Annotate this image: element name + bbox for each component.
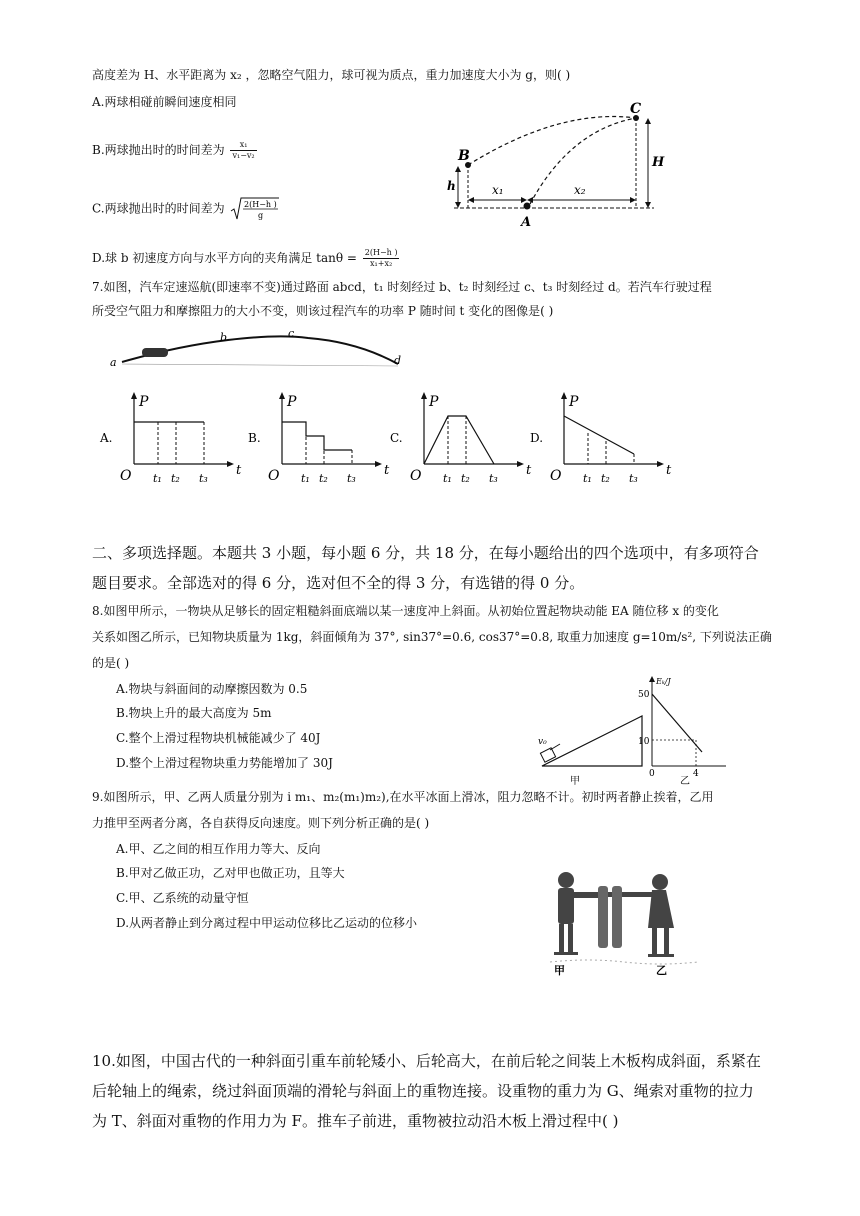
- sqrt-sign-icon: [230, 197, 280, 221]
- q6-option-a: A.两球相碰前瞬间速度相同: [92, 95, 237, 109]
- x-axis-arrow-icon: [227, 461, 234, 467]
- q6-label-b: B: [458, 148, 470, 164]
- q7-graph-a: [96, 386, 246, 490]
- q6-option-d-denominator: x₁+x₂: [370, 259, 393, 268]
- t-axis-label: t: [384, 463, 390, 478]
- q8-option-c: C.整个上滑过程物块机械能减少了 40J: [116, 731, 321, 745]
- t-axis-label: t: [526, 463, 532, 478]
- q8-option-d: D.整个上滑过程物块重力势能增加了 30J: [116, 756, 333, 770]
- q7-road-b: b: [220, 331, 228, 344]
- q6-option-b-numerator: x₁: [230, 140, 256, 151]
- q10-line-3: 为 T、斜面对重物的作用力为 F。推车子前进，重物被拉动沿木板上滑过程中( ): [92, 1112, 619, 1130]
- q7-road-c: c: [288, 327, 295, 340]
- q8-jia-label: 甲: [570, 776, 580, 787]
- origin-label: O: [550, 468, 562, 484]
- q6-option-c-numerator: 2(H−h ): [244, 200, 278, 209]
- q8-line-2: 关系如图乙所示，已知物块质量为 1kg，斜面倾角为 37°, sin37°=0.6, cos37°=0.8, 取重力加速度 g=10m/s², 下列说法正确: [92, 630, 772, 644]
- incline-diagram: [538, 716, 642, 787]
- p-axis-label: P: [569, 394, 579, 410]
- t3-label: t₃: [347, 472, 356, 485]
- q8-v0-label: v₀: [538, 737, 547, 747]
- t2-label: t₂: [601, 472, 610, 485]
- q8-ek-axis: Eₖ/J: [656, 677, 671, 686]
- q6-option-d-text: D.球 b 初速度方向与水平方向的夹角满足 tanθ =: [92, 251, 357, 265]
- q6-option-d: [92, 248, 399, 269]
- origin-label: O: [410, 468, 422, 484]
- graph-option-label: B.: [248, 431, 261, 445]
- power-curve: [564, 416, 634, 454]
- graph-option-label: D.: [530, 431, 544, 445]
- y-axis-arrow-icon: [561, 392, 567, 399]
- q6-label-x2: x₂: [574, 183, 586, 197]
- y-axis-arrow-icon: [131, 392, 137, 399]
- q6-label-a: A: [521, 215, 532, 230]
- q7-graph-b: [244, 386, 394, 490]
- t1-label: t₁: [301, 472, 310, 485]
- q6-option-d-numerator: 2(H−h ): [364, 248, 398, 257]
- q6-option-b-fraction: [230, 140, 256, 161]
- q6-option-b-denominator: v₁−v₂: [232, 151, 255, 160]
- q8-y-50: 50: [638, 690, 650, 700]
- q8-yi-label: 乙: [680, 776, 690, 787]
- p-axis-label: P: [139, 394, 149, 410]
- q6-option-b: [92, 140, 257, 161]
- q6-label-x1: x₁: [492, 183, 504, 197]
- q9-option-d: D.从两者静止到分离过程中甲运动位移比乙运动的位移小: [116, 916, 418, 930]
- q6-label-H: H: [652, 155, 665, 170]
- q7-road-d: d: [394, 354, 402, 367]
- q6-option-b-text: B.两球抛出时的时间差为: [92, 143, 225, 157]
- t2-label: t₂: [319, 472, 328, 485]
- q9-yi-label: 乙: [656, 964, 667, 977]
- q9-option-b: B.甲对乙做正功，乙对甲也做正功，且等大: [116, 866, 345, 880]
- q6-option-d-fraction: [363, 248, 400, 269]
- t2-label: t₂: [171, 472, 180, 485]
- graph-option-label: A.: [100, 431, 113, 445]
- q8-line-3: 的是( ): [92, 656, 130, 670]
- q7-road-figure: [108, 326, 408, 374]
- t-axis-label: t: [666, 463, 672, 478]
- q9-line-1: 9.如图所示，甲、乙两人质量分别为 i m₁、m₂(m₁)m₂),在水平冰面上滑冰，阻力忽略不计。初时两者静止挨着，乙用: [92, 790, 714, 804]
- ek-x-graph: [638, 676, 726, 787]
- t3-label: t₃: [629, 472, 638, 485]
- car-icon: [142, 348, 168, 357]
- q8-x-0: 0: [649, 769, 655, 779]
- y-axis-arrow-icon: [421, 392, 427, 399]
- t-axis-label: t: [236, 463, 242, 478]
- p-axis-label: P: [287, 394, 297, 410]
- t1-label: t₁: [583, 472, 592, 485]
- t1-label: t₁: [443, 472, 452, 485]
- q9-option-c: C.甲、乙系统的动量守恒: [116, 891, 249, 905]
- skater-jia-icon: [554, 872, 600, 955]
- graph-option-label: C.: [390, 431, 403, 445]
- q10-line-2: 后轮轴上的绳索，绕过斜面顶端的滑轮与斜面上的重物连接。设重物的重力为 G、绳索对重物的拉力: [92, 1082, 754, 1100]
- q8-figure: [530, 672, 730, 788]
- power-curve: [282, 422, 352, 450]
- q8-line-1: 8.如图甲所示，一物块从足够长的固定粗糙斜面底端以某一速度冲上斜面。从初始位置起物块动能 EA 随位移 x 的变化: [92, 604, 719, 618]
- q6-label-h: h: [447, 179, 456, 193]
- q6-option-c: [92, 197, 280, 221]
- q6-option-c-text: C.两球抛出时的时间差为: [92, 201, 225, 216]
- t1-label: t₁: [153, 472, 162, 485]
- q8-x-4: 4: [693, 769, 699, 779]
- q7-graph-c: [386, 386, 536, 490]
- y-axis-arrow-icon: [279, 392, 285, 399]
- q7-graphs: [96, 386, 696, 490]
- q9-option-a: A.甲、乙之间的相互作用力等大、反向: [116, 842, 321, 856]
- q6-option-c-sqrt: [230, 197, 280, 221]
- q6-projectile-figure: [440, 100, 670, 230]
- x-axis-arrow-icon: [375, 461, 382, 467]
- p-axis-label: P: [429, 394, 439, 410]
- t2-label: t₂: [461, 472, 470, 485]
- section-2-line-2: 题目要求。全部选对的得 6 分，选对但不全的得 3 分，有选错的得 0 分。: [92, 574, 585, 592]
- q9-jia-label: 甲: [554, 964, 565, 977]
- q8-option-b: B.物块上升的最大高度为 5m: [116, 706, 272, 720]
- q7-line-1: 7.如图，汽车定速巡航(即速率不变)通过路面 abcd，t₁ 时刻经过 b、t₂ 时刻经过 c、t₃ 时刻经过 d。若汽车行驶过程: [92, 280, 712, 294]
- q7-graph-d: [526, 386, 676, 490]
- q8-option-a: A.物块与斜面间的动摩擦因数为 0.5: [116, 682, 308, 696]
- q9-skaters-figure: [548, 866, 700, 978]
- q10-line-1: 10.如图，中国古代的一种斜面引重车前轮矮小、后轮高大，在前后轮之间装上木板构成斜面，系紧在: [92, 1052, 761, 1070]
- t3-label: t₃: [489, 472, 498, 485]
- q8-y-10: 10: [638, 737, 650, 747]
- origin-label: O: [120, 468, 132, 484]
- x-axis-arrow-icon: [517, 461, 524, 467]
- t3-label: t₃: [199, 472, 208, 485]
- section-2-line-1: 二、多项选择题。本题共 3 小题，每小题 6 分，共 18 分，在每小题给出的四个选项中，有多项符合: [92, 544, 759, 562]
- x-axis-arrow-icon: [657, 461, 664, 467]
- q9-line-2: 力推甲至两者分离，各自获得反向速度。则下列分析正确的是( ): [92, 816, 430, 830]
- q6-label-c: C: [630, 101, 642, 117]
- power-curve: [424, 416, 494, 464]
- q6-option-c-denominator: g: [258, 211, 264, 220]
- origin-label: O: [268, 468, 280, 484]
- q6-stem-tail: 高度差为 H、水平距离为 x₂ ，忽略空气阻力，球可视为质点，重力加速度大小为 g，则( ): [92, 68, 571, 82]
- q7-road-a: a: [110, 356, 117, 369]
- q7-line-2: 所受空气阻力和摩擦阻力的大小不变，则该过程汽车的功率 P 随时间 t 变化的图像是( ): [92, 304, 554, 318]
